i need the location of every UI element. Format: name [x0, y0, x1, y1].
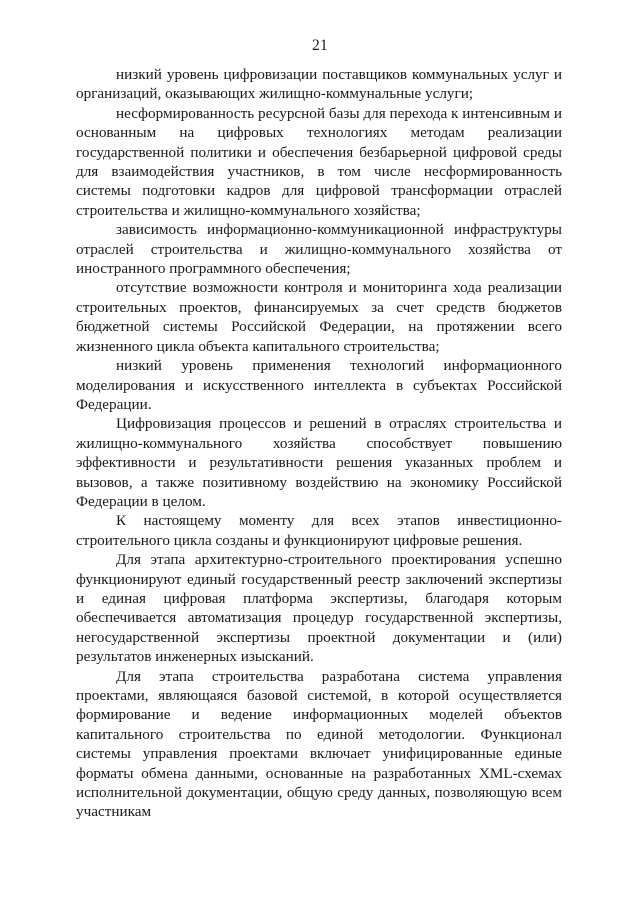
paragraph-digitalization-benefits: Цифровизация процессов и решений в отраслях строительства и жилищно-коммунального хозяйства способствует повышению эффективности и результативности решения указанных проблем и вызовов, а также позитивному воздействию на экономику Российской Федерации в целом.	[76, 415, 562, 510]
paragraph-construction-stage: Для этапа строительства разработана система управления проектами, являющаяся базовой системой, в которой осуществляется формирование и ведение информационных моделей объектов капитального строительства по единой методологии. Функционал системы управления проектами включает унифицированные единые форматы обмена данными, основанные на разработанных XML-схемах исполнительной документации, общую среду данных, позволяющую всем участникам	[76, 667, 562, 821]
page-number: 21	[312, 37, 328, 54]
paragraph-digital-solutions-exist: К настоящему моменту для всех этапов инвестиционно-строительного цикла созданы и функционируют цифровые решения.	[76, 512, 562, 549]
paragraph-foreign-software-dependency: зависимость информационно-коммуникационной инфраструктуры отраслей строительства и жилищно-коммунального хозяйства от иностранного программного обеспечения;	[76, 221, 562, 278]
paragraph-monitoring-absence: отсутствие возможности контроля и мониторинга хода реализации строительных проектов, финансируемых за счет средств бюджетов бюджетной системы Российской Федерации, на протяжении всего жизненного цикла объекта капитального строительства;	[76, 279, 562, 355]
paragraph-resource-base: несформированность ресурсной базы для перехода к интенсивным и основанным на цифровых технологиях методам реализации государственной политики и обеспечения безбарьерной цифровой среды для взаимодействия участников, в том числе несформированность системы подготовки кадров для цифровой трансформации отраслей строительства и жилищно-коммунального хозяйства;	[76, 104, 562, 219]
paragraph-bim-ai-usage: низкий уровень применения технологий информационного моделирования и искусственного интеллекта в субъектах Российской Федерации.	[76, 357, 562, 413]
paragraph-design-stage: Для этапа архитектурно-строительного проектирования успешно функционируют единый государственный реестр заключений экспертизы и единая цифровая платформа экспертизы, благодаря которым обеспечивается автоматизация процедур государственной экспертизы, негосударственной экспертизы проектной документации и (или) результатов инженерных изысканий.	[76, 551, 562, 666]
document-body	[76, 65, 562, 822]
paragraph-low-digitalization: низкий уровень цифровизации поставщиков коммунальных услуг и организаций, оказывающих жилищно-коммунальные услуги;	[76, 66, 562, 103]
